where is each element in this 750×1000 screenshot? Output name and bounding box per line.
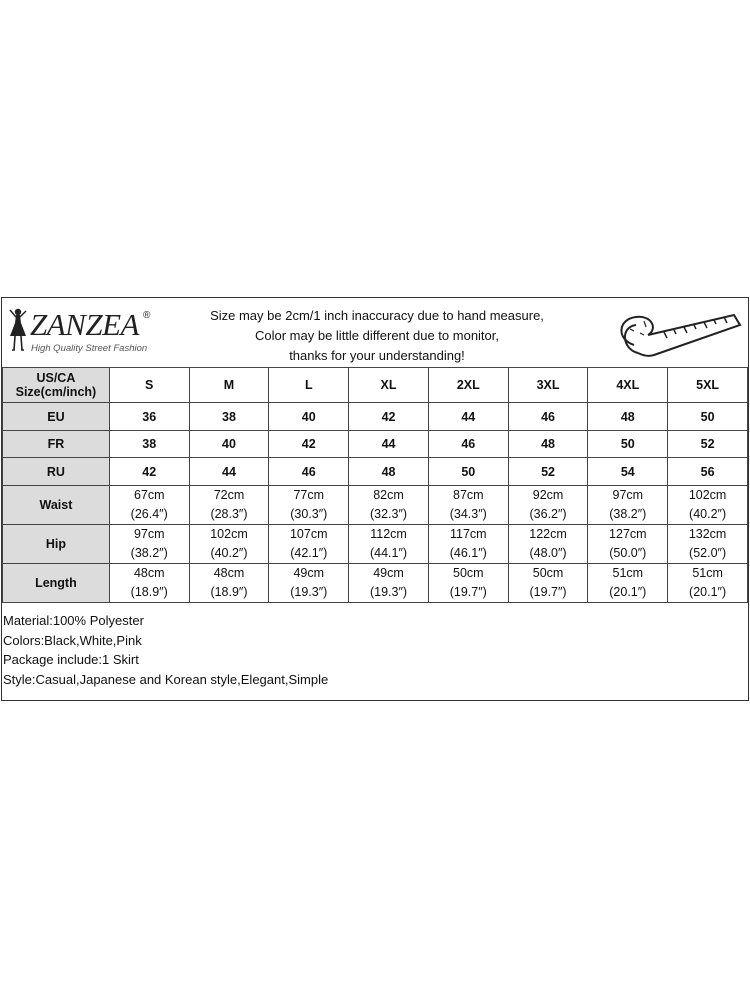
- header-label-line: US/CA: [36, 371, 76, 385]
- cm-value: 132cm: [688, 527, 727, 541]
- brand-tagline: High Quality Street Fashion: [31, 343, 148, 354]
- table-cell: [588, 564, 668, 603]
- table-cell: 38: [109, 431, 189, 458]
- cm-value: 50cm: [532, 566, 564, 580]
- row-label: FR: [3, 431, 110, 458]
- cm-value: 112cm: [370, 527, 407, 541]
- size-header-row: [3, 368, 748, 403]
- cm-value: 97cm: [133, 527, 165, 541]
- inch-value: (28.3″): [210, 507, 248, 521]
- row-label: Hip: [3, 525, 110, 564]
- inch-value: (30.3″): [290, 507, 328, 521]
- product-info: [3, 611, 328, 689]
- inch-value: (19.7″): [529, 585, 567, 599]
- table-cell: 42: [269, 431, 349, 458]
- table-cell: 46: [508, 403, 588, 431]
- inch-value: (20.1″): [609, 585, 647, 599]
- inch-value: (42.1″): [290, 546, 328, 560]
- size-cell: 2XL: [428, 368, 508, 403]
- measurement-row-waist: [3, 486, 748, 525]
- info-style: Style:Casual,Japanese and Korean style,Elegant,Simple: [3, 671, 329, 687]
- table-cell: [109, 486, 189, 525]
- cm-value: 77cm: [293, 488, 325, 502]
- note-line: thanks for your understanding!: [289, 348, 465, 363]
- size-chart: [1, 297, 749, 701]
- table-cell: [109, 564, 189, 603]
- cm-value: 48cm: [133, 566, 165, 580]
- cm-value: 48cm: [213, 566, 245, 580]
- row-label: RU: [3, 458, 110, 486]
- inch-value: (52.0″): [689, 546, 727, 560]
- table-cell: 52: [668, 431, 748, 458]
- inch-value: (38.2″): [609, 507, 647, 521]
- table-cell: [269, 486, 349, 525]
- table-cell: 38: [189, 403, 269, 431]
- inch-value: (19.3″): [369, 585, 408, 599]
- cm-value: 107cm: [289, 527, 328, 541]
- table-cell: [588, 525, 668, 564]
- cm-value: 49cm: [293, 566, 325, 580]
- row-label: EU: [3, 403, 110, 431]
- table-cell: [428, 525, 508, 564]
- table-cell: [508, 486, 588, 525]
- table-cell: [428, 564, 508, 603]
- size-cell: XL: [349, 368, 429, 403]
- conversion-row-ru: [3, 458, 748, 486]
- table-cell: 42: [349, 403, 429, 431]
- inch-value: (20.1″): [689, 585, 727, 599]
- inch-value: (18.9″): [210, 585, 248, 599]
- inch-value: (19.7″): [449, 585, 487, 599]
- cm-value: 51cm: [612, 566, 644, 580]
- size-cell: M: [189, 368, 269, 403]
- inch-value: (40.2″): [210, 546, 248, 560]
- size-table: [2, 367, 748, 603]
- header-label-cell: [3, 368, 110, 403]
- table-cell: [189, 525, 269, 564]
- inch-value: (44.1″): [369, 546, 408, 560]
- table-cell: [349, 564, 429, 603]
- note-line: Color may be little different due to monitor,: [255, 328, 499, 343]
- table-cell: [109, 525, 189, 564]
- cm-value: 122cm: [529, 527, 567, 541]
- inch-value: (34.3″): [449, 507, 487, 521]
- note-line: Size may be 2cm/1 inch inaccuracy due to hand measure,: [210, 308, 544, 323]
- cm-value: 102cm: [688, 488, 727, 502]
- table-cell: 48: [349, 458, 429, 486]
- inch-value: (18.9″): [130, 585, 168, 599]
- cm-value: 49cm: [373, 566, 404, 580]
- table-cell: [349, 525, 429, 564]
- table-cell: 50: [668, 403, 748, 431]
- cm-value: 102cm: [210, 527, 248, 541]
- table-cell: [189, 486, 269, 525]
- conversion-row-fr: [3, 431, 748, 458]
- table-cell: 46: [428, 431, 508, 458]
- size-cell: S: [109, 368, 189, 403]
- table-cell: 36: [109, 403, 189, 431]
- inch-value: (36.2″): [529, 507, 567, 521]
- inch-value: (26.4″): [130, 507, 168, 521]
- brand-logo: [6, 306, 156, 356]
- row-label: Length: [3, 564, 110, 603]
- table-cell: 50: [428, 458, 508, 486]
- header-label-line: Size(cm/inch): [15, 385, 97, 399]
- cm-value: 117cm: [449, 527, 487, 541]
- table-cell: 54: [588, 458, 668, 486]
- size-cell: 5XL: [668, 368, 748, 403]
- table-cell: [508, 564, 588, 603]
- table-cell: 44: [428, 403, 508, 431]
- size-cell: L: [269, 368, 349, 403]
- inch-value: (46.1″): [449, 546, 487, 560]
- chart-header: [2, 298, 748, 367]
- size-cell: 3XL: [508, 368, 588, 403]
- table-cell: [668, 486, 748, 525]
- table-cell: 50: [588, 431, 668, 458]
- cm-value: 87cm: [453, 488, 484, 502]
- brand-name: ZANZEA: [30, 307, 139, 342]
- cm-value: 92cm: [532, 488, 564, 502]
- info-colors: Colors:Black,White,Pink: [3, 632, 142, 648]
- cm-value: 51cm: [692, 566, 723, 580]
- cm-value: 50cm: [453, 566, 484, 580]
- table-cell: 40: [189, 431, 269, 458]
- inch-value: (38.2″): [130, 546, 168, 560]
- table-cell: [508, 525, 588, 564]
- measuring-tape-icon: [614, 305, 744, 361]
- conversion-row-eu: [3, 403, 748, 431]
- table-cell: 48: [508, 431, 588, 458]
- inch-value: (50.0″): [609, 546, 647, 560]
- inch-value: (32.3″): [369, 507, 408, 521]
- table-cell: [189, 564, 269, 603]
- table-cell: 46: [269, 458, 349, 486]
- cm-value: 127cm: [609, 527, 647, 541]
- info-package: Package include:1 Skirt: [3, 652, 139, 667]
- info-material: Material:100% Polyester: [3, 613, 144, 628]
- table-cell: [428, 486, 508, 525]
- inch-value: (40.2″): [689, 507, 727, 521]
- inch-value: (48.0″): [529, 546, 567, 560]
- disclaimer-notes: [192, 306, 562, 366]
- cm-value: 97cm: [612, 488, 644, 502]
- table-cell: 44: [349, 431, 429, 458]
- cm-value: 82cm: [373, 488, 404, 502]
- table-cell: 52: [508, 458, 588, 486]
- measurement-row-length: [3, 564, 748, 603]
- table-cell: [269, 564, 349, 603]
- row-label: Waist: [3, 486, 110, 525]
- table-cell: 56: [668, 458, 748, 486]
- measurement-row-hip: [3, 525, 748, 564]
- table-cell: 40: [269, 403, 349, 431]
- fashion-figure-icon: [6, 306, 30, 356]
- table-cell: 44: [189, 458, 269, 486]
- table-cell: [349, 486, 429, 525]
- size-cell: 4XL: [588, 368, 668, 403]
- table-cell: [668, 525, 748, 564]
- registered-mark: ®: [143, 310, 151, 321]
- cm-value: 67cm: [133, 488, 165, 502]
- table-cell: [269, 525, 349, 564]
- table-cell: [588, 486, 668, 525]
- table-cell: 42: [109, 458, 189, 486]
- cm-value: 72cm: [213, 488, 245, 502]
- inch-value: (19.3″): [290, 585, 328, 599]
- table-cell: 48: [588, 403, 668, 431]
- table-cell: [668, 564, 748, 603]
